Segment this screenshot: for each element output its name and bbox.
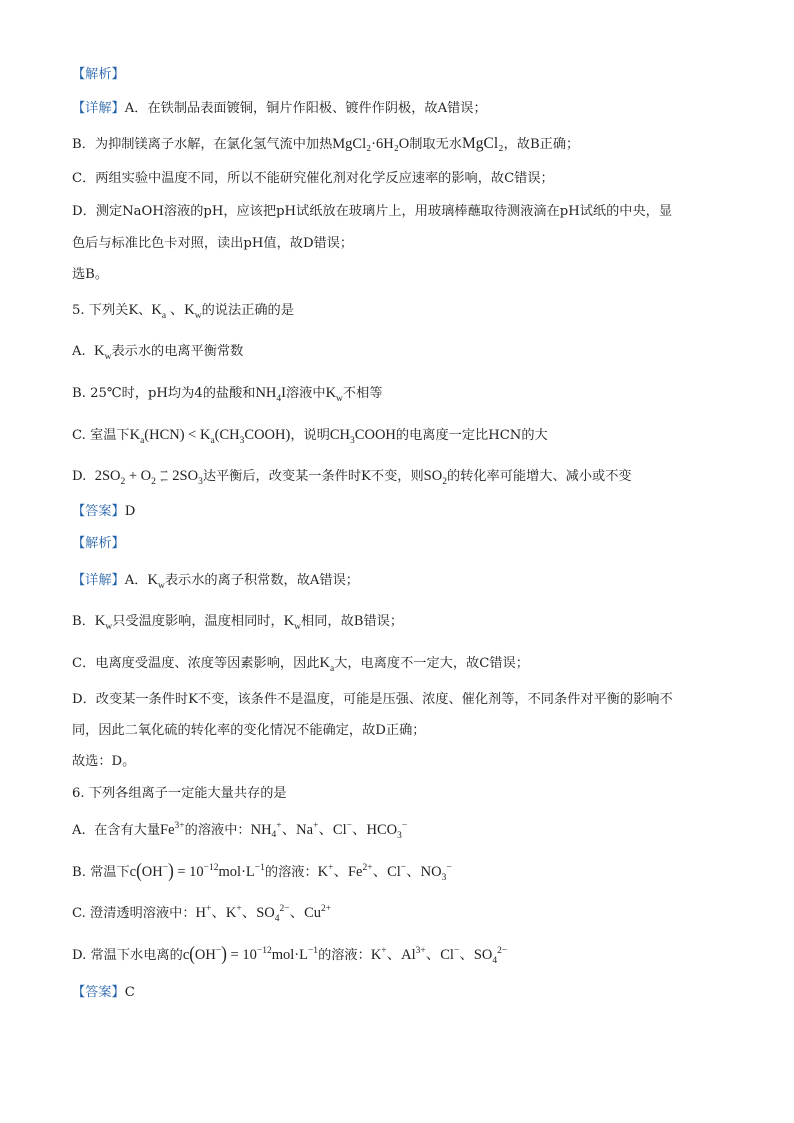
q5-stem: 5. 下列关K、$K_a$ 、$K_w$的说法正确的是: [72, 302, 294, 321]
q6-option-a: A. 在含有大量$Fe^{3+}$的溶液中：$NH_4^+$、Na+、Cl−、$HCO_3^-$: [72, 821, 408, 841]
q5-detail-a: 【详解】A．$K_w$表示水的离子积常数，故A错误；: [72, 572, 359, 591]
q5-detail-b: B．$K_w$只受温度影响，温度相同时，$K_w$相同，故B错误；: [72, 613, 404, 632]
q5-option-b: B. 25℃时，pH均为4的盐酸和$NH_4I$溶液中$K_w$不相等: [72, 385, 383, 404]
formula-hydrate: MgCl₂·6H₂O: [332, 136, 410, 152]
q4-detail-b: B．为抑制镁离子水解，在氯化氢气流中加热MgCl₂·6H₂O制取无水MgCl₂，故B正确；: [72, 135, 580, 152]
q6-stem: 6. 下列各组离子一定能大量共存的是: [72, 786, 287, 801]
q4-detail-d-line1: D．测定NaOH溶液的pH，应该把pH试纸放在玻璃片上，用玻璃棒蘸取待测液滴在pH试纸的中央，显: [72, 204, 673, 219]
q4-choice: 选B。: [72, 267, 109, 282]
q5-detail-c: C．电离度受温度、浓度等因素影响，因此$K_a$大，电离度不一定大，故C错误；: [72, 655, 529, 674]
q5-option-c: C. 室温下$K_a(HCN)$ < $K_a(CH_3COOH)$，说明$CH_3COOH$的电离度一定比HCN的大: [72, 427, 548, 446]
q5-option-a: A. $K_w$表示水的电离平衡常数: [72, 343, 244, 362]
q4-analysis-heading: 【解析】: [72, 67, 125, 82]
equilibrium-arrow-icon: ⇀ ↽: [160, 466, 169, 486]
q4-detail-a: [72, 100, 487, 118]
q5-option-d: D. $2SO_2 + O_2$ ⇀ ↽ $2SO_3$达平衡后，改变某一条件时K不变，则$SO_2$的转化率可能增大、减小或不变: [72, 466, 632, 487]
detail-label: 【详解】: [72, 101, 125, 116]
q6-answer: 【答案】C: [72, 985, 135, 1000]
q4-detail-d-line2: 色后与标准比色卡对照，读出pH值，故D错误；: [72, 236, 354, 251]
q6-option-c: C. 澄清透明溶液中：H+、K+、$SO_4^{2-}$、$Cu^{2+}$: [72, 904, 332, 924]
q6-option-d: D. 常温下水电离的$c(OH^-) = 10^{-12}mol\cdot L^{-1}$的溶液：K+、$Al^{3+}$、Cl−、$SO_4^{2-}$: [72, 942, 508, 966]
q5-choice: 故选：D。: [72, 754, 136, 769]
q4-detail-c: C．两组实验中温度不同，所以不能研究催化剂对化学反应速率的影响，故C错误；: [72, 171, 554, 186]
q5-analysis-heading: 【解析】: [72, 536, 125, 551]
q5-detail-d-line2: 同，因此二氧化硫的转化率的变化情况不能确定，故D正确；: [72, 723, 426, 738]
q5-detail-d-line1: D．改变某一条件时K不变，该条件不是温度，可能是压强、浓度、催化剂等，不同条件对平衡的影响不: [72, 692, 673, 707]
q4-detail-a-text: A．在铁制品表面镀铜，铜片作阳极、镀件作阴极，故A错误；: [124, 101, 487, 116]
q5-answer: 【答案】D: [72, 504, 136, 519]
q6-option-b: B. 常温下$c(OH^-) = 10^{-12}mol\cdot L^{-1}$的溶液：K+、$Fe^{2+}$、Cl−、$NO_3^-$: [72, 859, 452, 883]
formula-mgcl2: MgCl₂: [462, 135, 504, 152]
